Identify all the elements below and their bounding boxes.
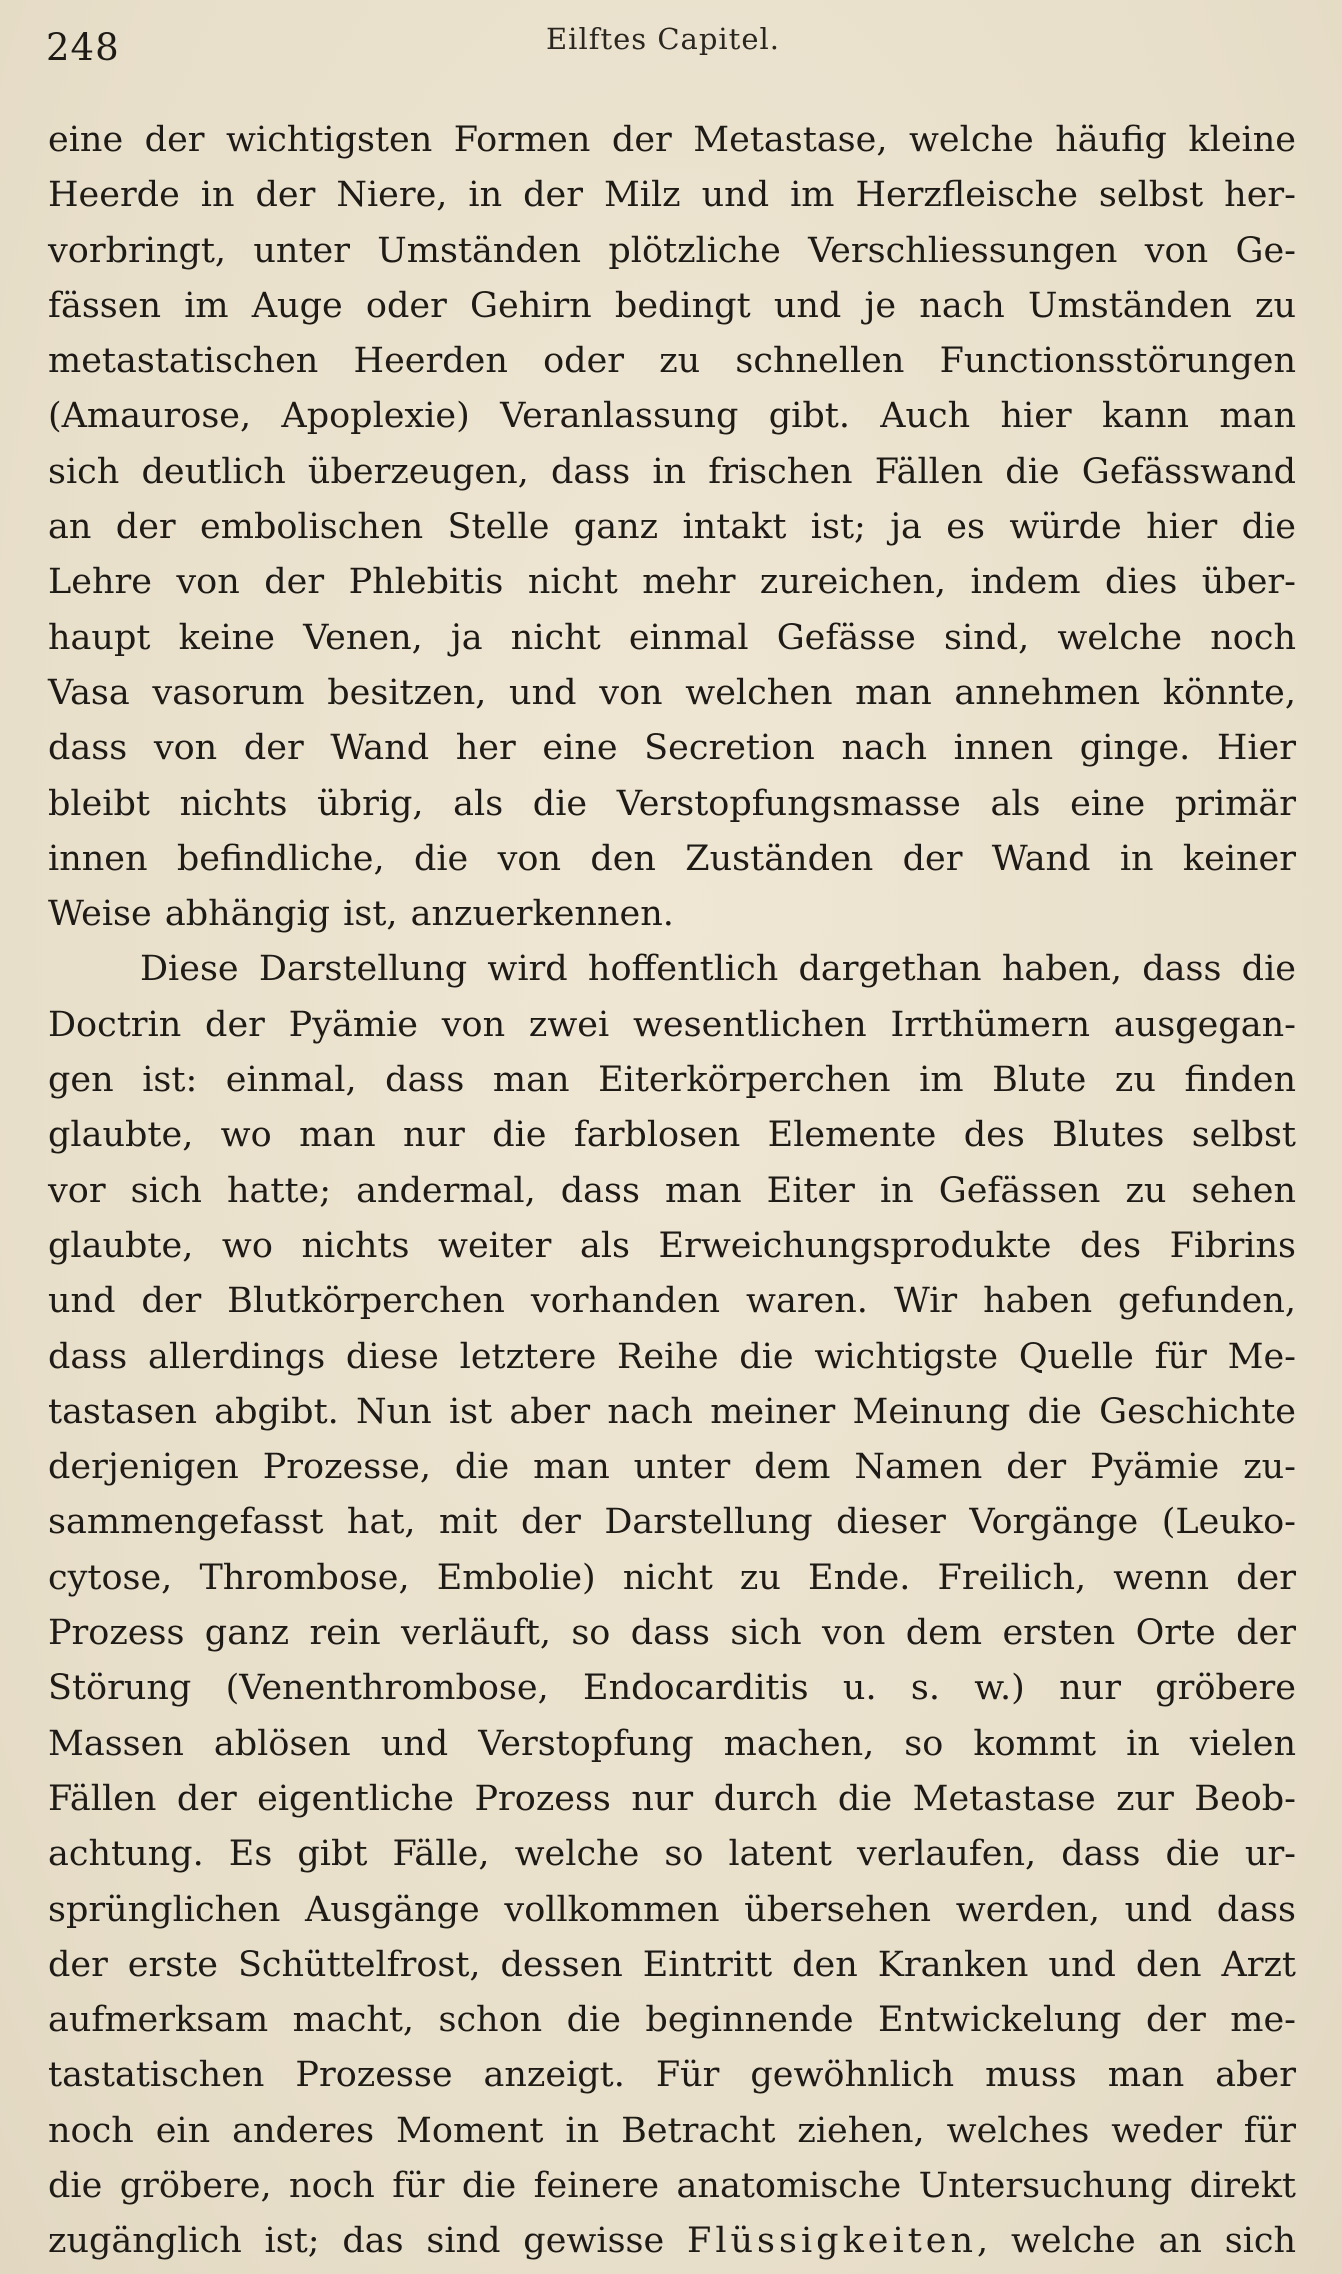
text-line-paragraph-end: Weise abhängig ist, anzuerkennen. — [48, 894, 674, 935]
text-line: sich deutlich überzeugen, dass in frischen Fällen die Gefässwand — [48, 451, 1296, 492]
text-line: metastatischen Heerden oder zu schnellen Functionsstörungen — [48, 341, 1296, 382]
text-line: der erste Schüttelfrost, dessen Eintritt den Kranken und den Arzt — [48, 1944, 1296, 1985]
text-line: tastasen abgibt. Nun ist aber nach meiner Meinung die Geschichte — [48, 1391, 1296, 1432]
text-line: und der Blutkörperchen vorhanden waren. Wir haben gefunden, — [48, 1281, 1296, 1322]
body-text — [48, 113, 1296, 2270]
final-line-after: , welche an sich — [977, 2221, 1296, 2262]
text-line: Störung (Venenthrombose, Endocarditis u. s. w.) nur gröbere — [48, 1668, 1296, 1709]
text-line: glaubte, wo nichts weiter als Erweichungsprodukte des Fibrins — [48, 1225, 1296, 1266]
text-line: dass von der Wand her eine Secretion nach innen ginge. Hier — [48, 728, 1296, 769]
text-line: achtung. Es gibt Fälle, welche so latent verlaufen, dass die ur- — [48, 1834, 1296, 1875]
chapter-title: Eilftes Capitel. — [546, 22, 780, 56]
text-line: (Amaurose, Apoplexie) Veranlassung gibt. Auch hier kann man — [48, 396, 1296, 437]
text-line: Vasa vasorum besitzen, und von welchen man annehmen könnte, — [48, 672, 1296, 713]
text-line: Prozess ganz rein verläuft, so dass sich von dem ersten Orte der — [48, 1613, 1296, 1654]
text-line-final — [48, 2214, 1296, 2269]
text-line: aufmerksam macht, schon die beginnende Entwickelung der me- — [48, 2000, 1296, 2041]
final-line-before: zugänglich ist; das sind gewisse — [48, 2221, 688, 2262]
text-line: haupt keine Venen, ja nicht einmal Gefässe sind, welche noch — [48, 617, 1296, 658]
text-line-paragraph-start: Diese Darstellung wird hoffentlich dargethan haben, dass die — [140, 949, 1296, 990]
text-line: dass allerdings diese letztere Reihe die wichtigste Quelle für Me- — [48, 1336, 1296, 1377]
text-line: sprünglichen Ausgänge vollkommen übersehen werden, und dass — [48, 1889, 1296, 1930]
text-line: bleibt nichts übrig, als die Verstopfungsmasse als eine primär — [48, 783, 1296, 824]
text-line: fässen im Auge oder Gehirn bedingt und je nach Umständen zu — [48, 285, 1296, 326]
text-line: Lehre von der Phlebitis nicht mehr zureichen, indem dies über- — [48, 562, 1296, 603]
text-line: Doctrin der Pyämie von zwei wesentlichen Irrthümern ausgegan- — [48, 1004, 1296, 1045]
text-line: Fällen der eigentliche Prozess nur durch die Metastase zur Beob- — [48, 1778, 1296, 1819]
text-line: derjenigen Prozesse, die man unter dem Namen der Pyämie zu- — [48, 1447, 1296, 1488]
emphasized-word: Flüssigkeiten — [687, 2221, 978, 2262]
text-line: an der embolischen Stelle ganz intakt ist; ja es würde hier die — [48, 507, 1296, 548]
text-line: glaubte, wo man nur die farblosen Elemente des Blutes selbst — [48, 1115, 1296, 1156]
text-line: die gröbere, noch für die feinere anatomische Untersuchung direkt — [48, 2165, 1296, 2206]
running-head — [46, 22, 1296, 72]
text-line: tastatischen Prozesse anzeigt. Für gewöhnlich muss man aber — [48, 2055, 1296, 2096]
text-line: cytose, Thrombose, Embolie) nicht zu Ende. Freilich, wenn der — [48, 1557, 1296, 1598]
text-line: noch ein anderes Moment in Betracht ziehen, welches weder für — [48, 2110, 1296, 2151]
text-line: sammengefasst hat, mit der Darstellung dieser Vorgänge (Leuko- — [48, 1502, 1296, 1543]
text-line: eine der wichtigsten Formen der Metastase, welche häufig kleine — [48, 120, 1296, 160]
text-line: vorbringt, unter Umständen plötzliche Verschliessungen von Ge- — [48, 230, 1296, 271]
text-line: Massen ablösen und Verstopfung machen, so kommt in vielen — [48, 1723, 1296, 1764]
page-number: 248 — [46, 26, 120, 69]
text-line: vor sich hatte; andermal, dass man Eiter in Gefässen zu sehen — [48, 1170, 1296, 1211]
text-line: Heerde in der Niere, in der Milz und im Herzfleische selbst her- — [48, 175, 1296, 216]
text-line: innen befindliche, die von den Zuständen der Wand in keiner — [48, 838, 1296, 879]
text-line: gen ist: einmal, dass man Eiterkörperchen im Blute zu finden — [48, 1060, 1296, 1101]
